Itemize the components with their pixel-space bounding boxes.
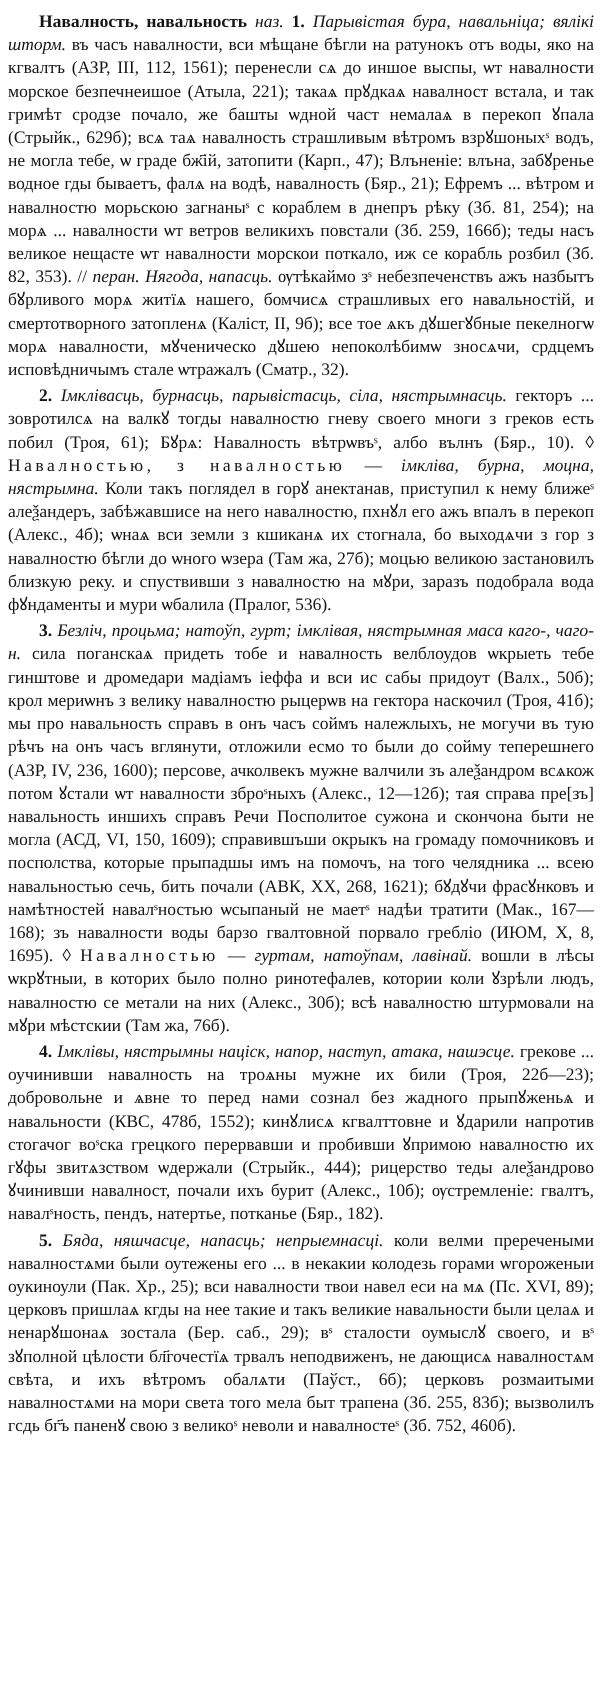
text-run: сила поганскаѧ придеть тобе и навалность велблоудов ѡкрыеть тебе гинштове и дромедари мадіамъ іеффа и вси ис сабы придоут (Валх., 50б); крол мериѡнъ з велику навалностю рыцерѡв на гектора наскочил (Троя, 41б); мы про навальность справъ в онъ часъ соймъ належлыхъ, не могучи въ тую рѣчъ на онъ часъ вглянути, отложили есмо то были до сойму теперешнего (АЗР, IV, 236, 1600); персове, ачколвекъ мужне валчили зъ алеѯандром всѧкож потом ꙋстали ѡт навалности зброˢныхъ (Алекс., 12—12б); тая справа пре[зъ] навальность иншихъ справъ Речи Посполитое сужона и скончона быти не могла (АСД, VI, 150, 1609); справившъши окрыкъ на громаду помочниковъ и посполства, которые прыпадшы имъ на помочъ, на того челядника ... всею навальностью сечь, бить почали (АВК, XX, 268, 1621); бꙋдꙋчи фрасꙋнковъ и намѣтностей навалˢностью ѡсыпаный не маетˢ надѣи тратити (Мак., 167—168); зъ навалности воды барзо гвалтовной порвало гребліо (ИЮМ, X, 8, 1695). ◊ (8, 643, 594, 966)
bold-run: 3. (39, 620, 53, 641)
italic-run: перан. Нягода, напасць. (92, 266, 273, 287)
italic-run: імкліва, бурна, моцна, нястрымна. (8, 454, 594, 499)
text-run: въ часъ навалности, вси мѣщане бѣгли на ратунокъ отъ воды, яко на кгвалтъ (АЗР, III, 112, 1561); перенесли сѧ до иншое выспы, ѡт навалности морское безпечнеишое (Атыла, 221); такаѧ прꙋдкаѧ навалност встала, и так гримѣт сродзе почало, же башты ѡдной част немалаѧ в перекоп ꙋпала (Стрыйк., 629б); всѧ таѧ навалность страшливым вѣтромъ взрꙋшоныхˢ водъ, не могла тебе, ѡ граде бж҃ій, затопити (Карп., 47); Влъненіе: влъна, забꙋренье водное гды бываетъ, фалѧ на водѣ, навалность (Бяр., 21); Ефремъ ... вѣтром и навалностю морьскою загнаныˢ с кораблем в днепръ рѣку (Зб. 81, 254); на морѧ ... навалности ѡт ветров великихъ повстали (Зб. 259, 166б); теды насъ великое нещасте ѡт навалности морскои поткало, иж се корабль розбил (Зб. 82, 353). // (8, 34, 594, 287)
italic-run: Парывістая бура, навальніца; вялікі шторм. (8, 11, 595, 55)
spaced-run: Навалностью (80, 945, 219, 966)
text-run: ѹтѣкаймо зˢ небезпеченствъ ажъ назбытъ бꙋрливого морѧ житїѧ нашего, бомчисѧ страшливых его навальностій, и смертотворного затопленѧ (Каліст, II, 9б); все тое ѧкъ дꙋшегꙋбные пекелногѡ морѧ навалности, мꙋченическо дꙋшею непоколѣбимѡ зносѧчи, срдцемъ исповѣдничымъ стале ѡтражалъ (Сматр., 32). (8, 266, 594, 380)
italic-run: наз. (255, 11, 284, 31)
entry-paragraph-1 (8, 10, 594, 381)
text-run (247, 11, 255, 31)
text-run: Коли такъ поглядел в горꙋ анектанав, приступил к нему ближеˢ алеѯандеръ, забѣжавшисе на него навалностю, пхнꙋл его ажъ впалъ в перекоп (Алекс., 4б); ѡнаѧ вси земли з кшиканѧ их стогнала, бо выходѧчи з гор з навалностю бѣгли до ѡного ѡзера (Там жа, 27б); моцью великою застановилъ близкую реку. и спуствивши з навалностю на мꙋри, заразъ подобрала вода фꙋндаменты и мури ѡбалила (Пралог, 536). (8, 478, 594, 615)
entry-paragraph-3 (8, 619, 594, 1037)
text-run (284, 11, 292, 31)
entry-paragraph-2 (8, 384, 594, 616)
text-run (52, 385, 61, 405)
italic-run: Бяда, няшчасце, напасць; непрыемнасці. (62, 1229, 384, 1250)
italic-run: гуртам, натоўпам, лавінай. (254, 945, 473, 966)
entry-paragraph-4 (8, 1040, 594, 1226)
text-run (305, 11, 313, 31)
text-run (52, 1230, 62, 1250)
text-run: грекове ... оучинивши навалность на троѧны мужне их били (Троя, 22б—23); добровольне и ѧвне то перед нами сознал без жадного прыпꙋженьѧ и навальности (КВС, 478б, 1552); кинꙋлисѧ кгвалттовне и ꙋдарили напротив стогачог воˢска грецкого перервавши и пробивши ꙋпримою навалностю их гꙋфы звитѧзством ѡдержали (Стрыйк., 444); рицерство теды алеѯандрово ꙋчинивши навалност, почали ихъ бурит (Алекс., 10б); ѹстремленіе: гвалтъ, навалˢность, пендъ, натертье, потканье (Бяр., 182). (8, 1040, 595, 1224)
text-run: — (218, 945, 255, 966)
bold-run: 2. (39, 385, 53, 406)
text-run: вошли в лѣсы ѡкрꙋтныи, в которих было полно ринотефалев, котории коли ꙋзрѣли людъ, навалностю се метали на них (Алекс., 30б); всѣ навалностю штурмовали на мꙋри мѣстскии (Там жа, 76б). (8, 945, 594, 1035)
italic-run: Імклівы, нястрымны націск, напор, наступ, атака, нашэсце. (57, 1040, 515, 1061)
italic-run: Безліч, процьма; натоўп, гурт; імклівая, нястрымная маса каго-, чаго-н. (8, 620, 595, 664)
text-run: коли велми преречеными навалностѧми были оутежены его ... в некакии колодезь горами ѡгороженыи оукиноули (Пак. Хр., 25); вси навалности твои навел еси на мѧ (Пс. XVI, 89); церковъ пришлаѧ кгды на нее такие и такъ великие навальности были целаѧ и ненарꙋшонаѧ зостала (Бер. саб., 29); вˢ сталости оумыслꙋ своего, и вˢ зꙋполной цѣлости бл҃гочестїѧ трвалъ неподвиженъ, не дающисѧ навалностѧм свѣта, и ихъ вѣтромъ обалѧти (Паўст., 6б); церковъ розмаитыми навалностѧми на мори света того мела быт трапена (Зб. 255, 83б); вызволилъ гсдь бг҃ъ паненꙋ свою з великоˢ неволи и навалностеˢ (Зб. 752, 460б). (8, 1229, 594, 1436)
bold-run: 5. (39, 1229, 53, 1250)
bold-run: 4. (39, 1040, 53, 1061)
spaced-run: Навалностью, з навалностью (8, 454, 346, 475)
entry-paragraph-5 (8, 1229, 594, 1438)
bold-run: 1. (291, 11, 305, 31)
bold-run: Навалность, навальность (39, 11, 248, 31)
text-run: гекторъ ... зовротилсѧ на валкꙋ тогды навалностю гневу своего многи з греков есть побил (Троя, 61); Бꙋрѧ: Навалность вѣтрѡвъˢ, албо вълнъ (Бяр., 10). ◊ (8, 385, 595, 452)
text-run: — (345, 454, 402, 475)
italic-run: Імклівасць, бурнасць, парывістасць, сіла, нястрымнасць. (60, 385, 507, 406)
